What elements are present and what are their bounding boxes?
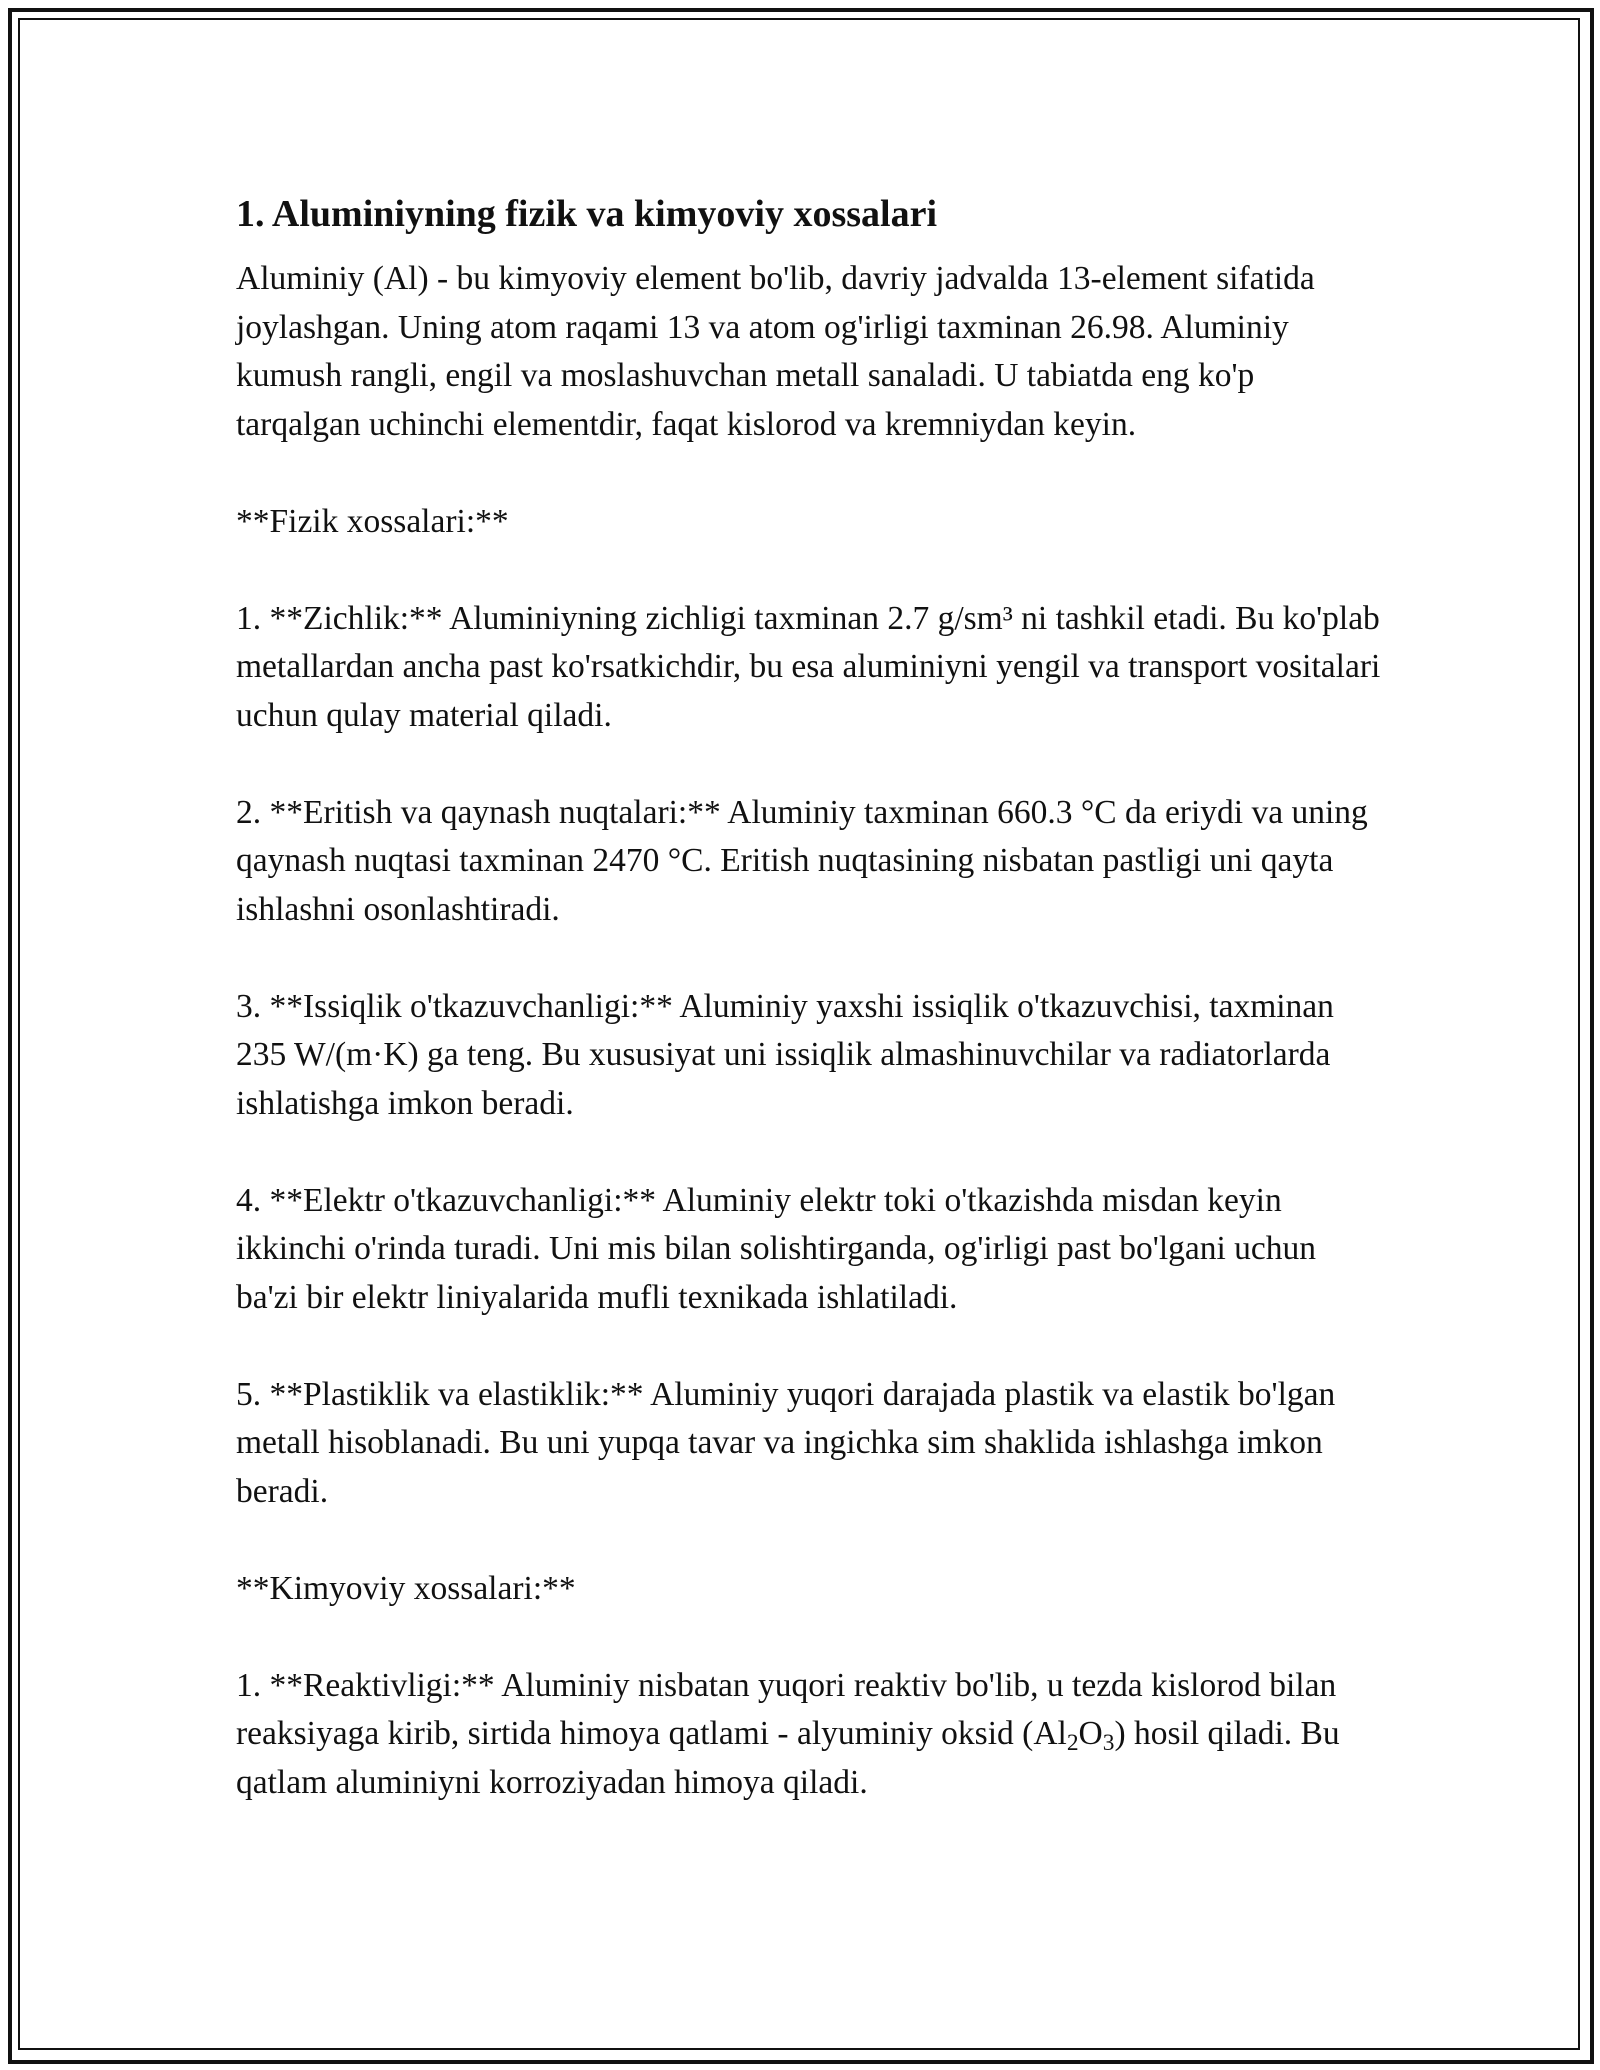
physical-item-thermal-conductivity: 3. **Issiqlik o'tkazuvchanligi:** Aluminiy yaxshi issiqlik o'tkazuvchisi, taxminan 235 W/(m·K) ga teng. Bu xususiyat uni issiqlik almashinuvchilar va radiatorlarda ishlatishga imkon beradi. [236, 987, 1334, 1122]
formula-o-subscript: 3 [1102, 1729, 1115, 1756]
physical-item-melting-boiling: 2. **Eritish va qaynash nuqtalari:** Aluminiy taxminan 660.3 °C da eriydi va uning qaynash nuqtasi taxminan 2470 °C. Eritish nuqtasining nisbatan pastligi uni qayta ishlashni osonlashtiradi. [236, 793, 1368, 928]
document-body [236, 185, 1386, 1856]
formula-o: O [1078, 1715, 1103, 1752]
chemical-item-reactivity [236, 1662, 1386, 1808]
formula-al: Al [1033, 1715, 1067, 1752]
physical-item-plasticity: 5. **Plastiklik va elastiklik:** Aluminiy yuqori darajada plastik va elastik bo'lgan metall hisoblanadi. Bu uni yupqa tavar va ingichka sim shaklida ishlashga imkon beradi. [236, 1375, 1336, 1510]
formula-al-subscript: 2 [1066, 1729, 1079, 1756]
reactivity-text-start: 1. **Reaktivligi:** Aluminiy nisbatan yuqori reaktiv bo'lib, u tezda kislorod bilan reaksiyaga kirib, sirtida himoya qatlami - alyuminiy oksid ( [236, 1666, 1337, 1752]
chemical-properties-heading: **Kimyoviy xossalari:** [236, 1569, 576, 1607]
physical-properties-heading: **Fizik xossalari:** [236, 502, 509, 540]
reactivity-text-end: ) hosil qiladi. Bu qatlam aluminiyni korroziyadan himoya qiladi. [236, 1715, 1340, 1801]
physical-item-electrical-conductivity: 4. **Elektr o'tkazuvchanligi:** Aluminiy elektr toki o'tkazishda misdan keyin ikkinchi o'rinda turadi. Uni mis bilan solishtirganda, og'irligi past bo'lgani uchun ba'zi bir elektr liniyalarida mufli texnikada ishlatiladi. [236, 1181, 1317, 1316]
section-heading: 1. Aluminiyning fizik va kimyoviy xossalari [236, 193, 937, 235]
intro-paragraph: Aluminiy (Al) - bu kimyoviy element bo'lib, davriy jadvalda 13-element sifatida joylashgan. Uning atom raqami 13 va atom og'irligi taxminan 26.98. Aluminiy kumush rangli, engil va moslashuvchan metall sanaladi. U tabiatda eng ko'p tarqalgan uchinchi elementdir, faqat kislorod va kremniydan keyin. [236, 260, 1315, 443]
physical-item-density: 1. **Zichlik:** Aluminiyning zichligi taxminan 2.7 g/sm³ ni tashkil etadi. Bu ko'plab metallardan ancha past ko'rsatkichdir, bu esa aluminiyni yengil va transport vositalari uchun qulay material qiladi. [236, 599, 1381, 734]
